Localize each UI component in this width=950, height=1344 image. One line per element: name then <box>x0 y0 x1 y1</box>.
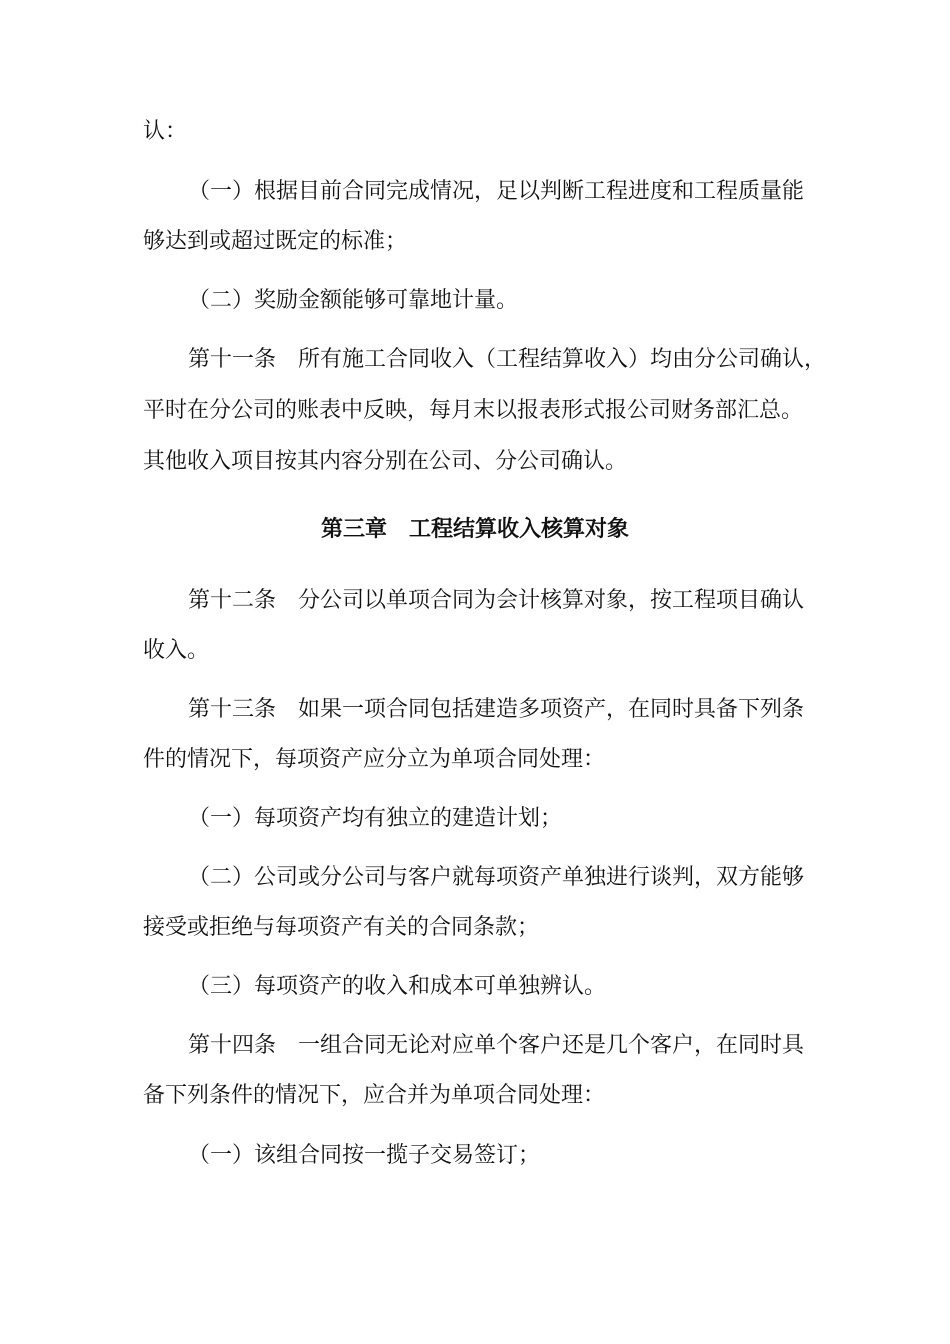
article-13: 第十三条 如果一项合同包括建造多项资产，在同时具备下列条 <box>188 697 805 722</box>
article-11: 第十一条 所有施工合同收入（工程结算收入）均由分公司确认， <box>188 347 827 372</box>
text-line-continuation: 认： <box>143 119 188 144</box>
article-14-item-1: （一）该组合同按一揽子交易签订； <box>188 1143 541 1168</box>
article-12: 第十二条 分公司以单项合同为会计核算对象，按工程项目确认 <box>188 588 805 613</box>
article-11-continued-1: 平时在分公司的账表中反映，每月末以报表形式报公司财务部汇总。 <box>143 398 804 423</box>
article-13-item-1: （一）每项资产均有独立的建造计划； <box>188 806 563 831</box>
clause-item-2: （二）奖励金额能够可靠地计量。 <box>188 288 519 313</box>
article-13-item-2-continued: 接受或拒绝与每项资产有关的合同条款； <box>143 915 540 940</box>
article-13-continued: 件的情况下，每项资产应分立为单项合同处理： <box>143 747 606 772</box>
clause-item-1-continued: 够达到或超过既定的标准； <box>143 229 408 254</box>
article-13-item-3: （三）每项资产的收入和成本可单独辨认。 <box>188 974 607 999</box>
article-11-continued-2: 其他收入项目按其内容分别在公司、分公司确认。 <box>143 449 628 474</box>
chapter-heading: 第三章 工程结算收入核算对象 <box>320 517 629 542</box>
article-14-continued: 备下列条件的情况下，应合并为单项合同处理： <box>143 1083 606 1108</box>
article-14: 第十四条 一组合同无论对应单个客户还是几个客户，在同时具 <box>188 1033 805 1058</box>
clause-item-1: （一）根据目前合同完成情况，足以判断工程进度和工程质量能 <box>188 179 805 204</box>
article-12-continued: 收入。 <box>143 638 210 663</box>
article-13-item-2: （二）公司或分公司与客户就每项资产单独进行谈判，双方能够 <box>188 865 805 890</box>
